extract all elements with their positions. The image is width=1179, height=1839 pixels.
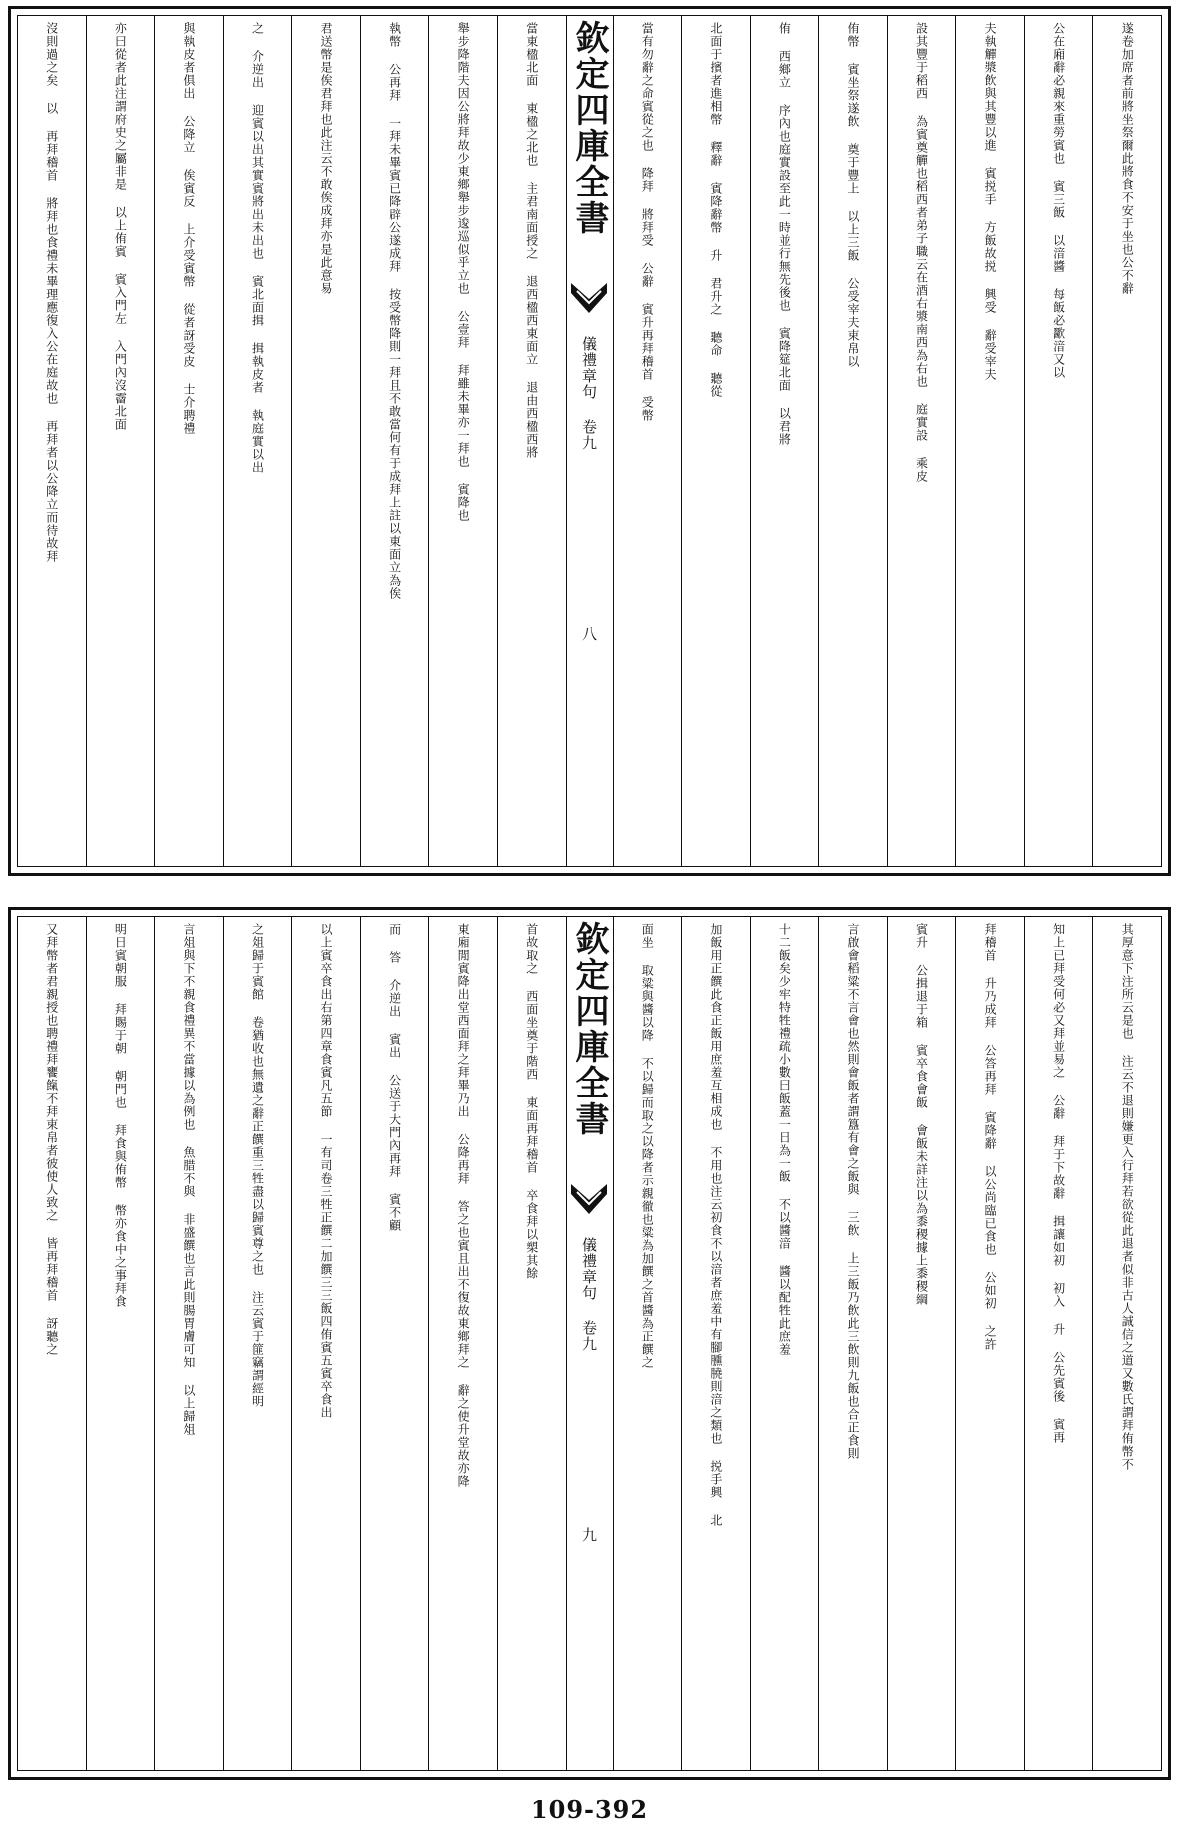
text-column (223, 917, 292, 1770)
text-column (497, 16, 566, 866)
text-column (86, 917, 155, 1770)
text-column (681, 917, 750, 1770)
column-text: 當東楹北面 東楹之北也 主君南面授之 退西楹西東面立 退由西楹西將 (524, 22, 539, 459)
column-text: 面坐 取粱與醬以降 不以歸而取之以降者示親徹也粱為加饌之首醬為正饌之 (640, 923, 655, 1369)
text-column (428, 16, 497, 866)
text-column (1092, 917, 1161, 1770)
text-column (1092, 16, 1161, 866)
text-column (818, 917, 887, 1770)
text-column (750, 917, 819, 1770)
text-column (613, 917, 682, 1770)
column-text: 而 答 介逆出 賓出 公送于大門內再拜 賓不顧 (387, 923, 402, 1232)
column-text: 明日賓朝服 拜賜于朝 朝門也 拜食與侑幣 幣亦食中之事拜食 (113, 923, 128, 1308)
column-text: 言俎與下不親食禮異不當據以為例也 魚腊不與 非盛饌也言此則腸胃膚可知 以上歸俎 (181, 923, 196, 1436)
column-text: 知上已拜受何必又拜並易之 公辭 拜于下故辭 揖讓如初 初入 升 公先賓後 賓再 (1051, 923, 1066, 1444)
text-column (887, 16, 956, 866)
bottom-page-block (8, 907, 1171, 1780)
column-text: 公在廂辭必親來重勞賓也 賓三飯 以湆醬 每飯必歠湆又以 (1051, 22, 1066, 379)
text-column (86, 16, 155, 866)
text-column (818, 16, 887, 866)
column-text: 侑 西鄉立 序內也庭實設至此一時並行無先後也 賓降筵北面 以君將 (777, 22, 792, 446)
text-column (18, 917, 86, 1770)
text-column (154, 16, 223, 866)
column-text: 十二飯矣少牢特牲禮疏小數曰飯蓋一日為一飯 不以醬湆 醬以配牲此庶羞 (777, 923, 792, 1356)
column-text: 首故取之 西面坐奠于階西 東面再拜稽首 卒食拜以槊其餘 (524, 923, 539, 1280)
text-column (154, 917, 223, 1770)
column-text: 以上賓卒食出右第四章食賓凡五節 一有司卷三牲正饌二加饌三三飯四侑賓五賓卒食出 (319, 923, 334, 1419)
column-text: 其厚意下注所云是也 注云不退則嫌更入行拜若欲從此退者似非古人誠信之道又數氏謂拜侑幣不 (1120, 923, 1135, 1471)
text-column (223, 16, 292, 866)
top-page-block (8, 6, 1171, 876)
column-text: 賓升 公揖退于箱 賓卒食會飯 會飯未詳注以為黍稷據上黍稷綱 (914, 923, 929, 1306)
column-text: 之 介逆出 迎賓以出其實賓將出未出也 賓北面揖 揖執皮者 執庭實以出 (250, 22, 265, 474)
banner-page: 九 (580, 1527, 598, 1542)
text-column (955, 917, 1024, 1770)
page-number: 109-392 (530, 1795, 649, 1824)
column-text: 君送幣是俟君拜也此注云不敢俟成拜亦是此意易 (319, 22, 334, 295)
column-text: 言啟會稻粱不言會也然則會飯者謂簋有會之飯與 三飲 上三飯乃飲此三飲則九飯也合正食則 (845, 923, 860, 1460)
column-text: 加飯用正饌此食正飯用庶羞互相成也 不用也注云初食不以湆者庶羞中有腳臐膮則湆之類也 捝手興 北 (708, 923, 723, 1527)
text-column (613, 16, 682, 866)
text-column (360, 16, 429, 866)
column-text: 亦曰從者此注謂府史之屬非是 以上侑賓 賓入門左 入門內沒霤北面 (113, 22, 128, 431)
text-column (1024, 917, 1093, 1770)
banner-title: 欽定四庫全書 (569, 20, 609, 236)
column-text: 當有勿辭之命賓從之也 降拜 將拜受 公辭 賓升再拜稽首 受幣 (640, 22, 655, 422)
text-column (887, 917, 956, 1770)
text-column (681, 16, 750, 866)
column-text: 之俎歸于賓館 卷猶收也無遺之辭正饌重三牲盡以歸賓尊之也 注云賓于篚竊謂經明 (250, 923, 265, 1408)
text-column (291, 917, 360, 1770)
text-column (360, 917, 429, 1770)
banner-volume: 儀禮章句 卷九 (580, 336, 598, 451)
bottom-columns (17, 916, 1162, 1771)
text-column (18, 16, 86, 866)
fish-tail-mark (569, 281, 609, 315)
column-text: 設其豐于稻西 為賓奠觶也稻西者弟子職云在酒右漿南西為右也 庭實設 乘皮 (914, 22, 929, 483)
column-text: 執幣 公再拜 一拜未畢賓已降辟公遂成拜 按受幣降則一拜且不敢當何有于成拜上註以東面立為俟 (387, 22, 402, 600)
column-text: 拜稽首 升乃成拜 公答再拜 賓降辭 以公尚臨已食也 公如初 之許 (983, 923, 998, 1351)
text-column (497, 917, 566, 1770)
column-text: 舉步降階夫因公將拜故少東鄉舉步逡巡似乎立也 公壹拜 拜雖未畢亦一拜也 賓降也 (456, 22, 471, 522)
fish-tail-mark (569, 1182, 609, 1216)
top-columns (17, 15, 1162, 867)
text-column (291, 16, 360, 866)
column-text: 與執皮者俱出 公降立 俟賓反 上介受賓幣 從者訝受皮 士介聘禮 (181, 22, 196, 435)
column-text: 侑幣 賓坐祭遂飲 奠于豐上 以上三飯 公受宰夫束帛以 (845, 22, 860, 368)
column-text: 東廂閒賓降出堂西面拜之拜畢乃出 公降再拜 答之也賓且出不復故東鄉拜之 辭之使升堂故亦降 (456, 923, 471, 1488)
column-text: 沒則過之矣 以 再拜稽首 將拜也食禮未畢理應復入公在庭故也 再拜者以公降立而待故拜 (44, 22, 59, 563)
center-banner (566, 917, 613, 1770)
text-column (750, 16, 819, 866)
banner-page: 八 (580, 626, 598, 641)
banner-title: 欽定四庫全書 (569, 921, 609, 1137)
center-banner (566, 16, 613, 866)
column-text: 夫執觶漿飲與其豐以進 賓捝手 方飯故捝 興受 辭受宰夫 (983, 22, 998, 381)
text-column (955, 16, 1024, 866)
text-column (428, 917, 497, 1770)
text-column (1024, 16, 1093, 866)
column-text: 又拜幣者君親授也聘禮拜饔餼不拜束帛者彼使人致之 皆再拜稽首 訝聽之 (44, 923, 59, 1356)
column-text: 北面于擯者進相幣 釋辭 賓降辭幣 升 君升之 聽命 聽從 (708, 22, 723, 398)
banner-volume: 儀禮章句 卷九 (580, 1237, 598, 1352)
column-text: 遂卷加席者前將坐祭爾此將食不安于坐也公不辭 (1120, 22, 1135, 295)
